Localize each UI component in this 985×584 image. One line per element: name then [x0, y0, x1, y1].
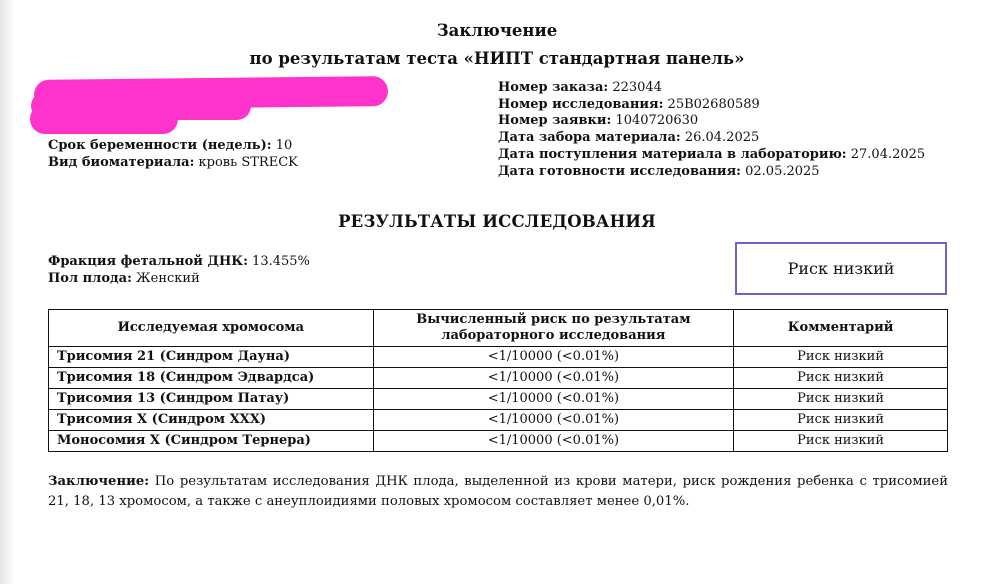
chromosome-cell: Трисомия 13 (Синдром Патау) — [49, 389, 374, 410]
order-number-label: Номер заказа: — [498, 80, 609, 95]
conclusion-label: Заключение: — [48, 474, 150, 489]
collection-date-line — [498, 129, 759, 146]
study-number-label: Номер исследования: — [498, 97, 664, 112]
biomaterial-line — [48, 154, 298, 171]
comment-cell: Риск низкий — [734, 431, 948, 452]
lab-receipt-date-value: 27.04.2025 — [850, 147, 926, 162]
risk-cell: <1/10000 (<0.01%) — [373, 347, 734, 368]
ready-date-value: 02.05.2025 — [745, 164, 820, 179]
biomaterial-value: кровь STRECK — [198, 155, 298, 170]
comment-cell: Риск низкий — [734, 389, 948, 410]
conclusion-text: По результатам исследования ДНК плода, выделенной из крови матери, риск рождения ребенка с трисомией 21, 18, 13 хромосом, а также с анеуплоидиями половых хромосом составляет менее 0,01%. — [48, 474, 948, 509]
col-comment-header: Комментарий — [734, 310, 948, 347]
fetal-fraction-value: 13.455% — [252, 254, 310, 269]
results-heading: РЕЗУЛЬТАТЫ ИССЛЕДОВАНИЯ — [338, 212, 656, 231]
gestation-line — [48, 137, 292, 154]
table-row — [49, 347, 948, 368]
fetal-sex-label: Пол плода: — [48, 271, 132, 286]
collection-date-label: Дата забора материала: — [498, 130, 681, 145]
lab-receipt-date-label: Дата поступления материала в лабораторию: — [498, 147, 847, 162]
overall-risk-box — [735, 242, 947, 295]
chromosome-cell: Трисомия X (Синдром XXX) — [49, 410, 374, 431]
gestation-label: Срок беременности (недель): — [48, 138, 272, 153]
comment-cell: Риск низкий — [734, 368, 948, 389]
gestation-value: 10 — [275, 138, 293, 153]
study-number-line — [498, 96, 760, 113]
fetal-sex-line — [48, 270, 200, 287]
request-number-label: Номер заявки: — [498, 113, 612, 128]
lab-receipt-date-line — [498, 146, 925, 163]
col-chromosome-header: Исследуемая хромосома — [49, 310, 374, 347]
table-row — [49, 410, 948, 431]
study-number-value: 25B02680589 — [667, 97, 760, 112]
comment-cell: Риск низкий — [734, 347, 948, 368]
order-number-line — [498, 79, 662, 96]
page-edge-shadow — [0, 0, 14, 584]
overall-risk-text: Риск низкий — [787, 259, 895, 278]
table-row — [49, 368, 948, 389]
fetal-sex-value: Женский — [136, 271, 200, 286]
fetal-fraction-label: Фракция фетальной ДНК: — [48, 254, 248, 269]
chromosome-cell: Трисомия 21 (Синдром Дауна) — [49, 347, 374, 368]
fetal-fraction-line — [48, 253, 310, 270]
document-title: Заключение — [436, 21, 558, 40]
request-number-value: 1040720630 — [615, 113, 699, 128]
risk-cell: <1/10000 (<0.01%) — [373, 389, 734, 410]
ready-date-line — [498, 163, 820, 180]
table-header-row — [49, 310, 948, 347]
chromosome-cell: Моносомия X (Синдром Тернера) — [49, 431, 374, 452]
risk-cell: <1/10000 (<0.01%) — [373, 410, 734, 431]
collection-date-value: 26.04.2025 — [684, 130, 760, 145]
conclusion-paragraph — [48, 472, 948, 512]
results-table — [48, 309, 948, 452]
biomaterial-label: Вид биоматериала: — [48, 155, 195, 170]
risk-cell: <1/10000 (<0.01%) — [373, 431, 734, 452]
ready-date-label: Дата готовности исследования: — [498, 164, 741, 179]
chromosome-cell: Трисомия 18 (Синдром Эдвардса) — [49, 368, 374, 389]
col-risk-header-line1: Вычисленный риск по результатам — [416, 312, 691, 327]
risk-cell: <1/10000 (<0.01%) — [373, 368, 734, 389]
order-number-value: 223044 — [612, 80, 662, 95]
document-subtitle: по результатам теста «НИПТ стандартная панель» — [249, 49, 745, 68]
table-row — [49, 389, 948, 410]
col-risk-header — [373, 310, 734, 347]
col-risk-header-line2: лабораторного исследования — [441, 328, 666, 343]
table-row — [49, 431, 948, 452]
comment-cell: Риск низкий — [734, 410, 948, 431]
request-number-line — [498, 112, 698, 129]
